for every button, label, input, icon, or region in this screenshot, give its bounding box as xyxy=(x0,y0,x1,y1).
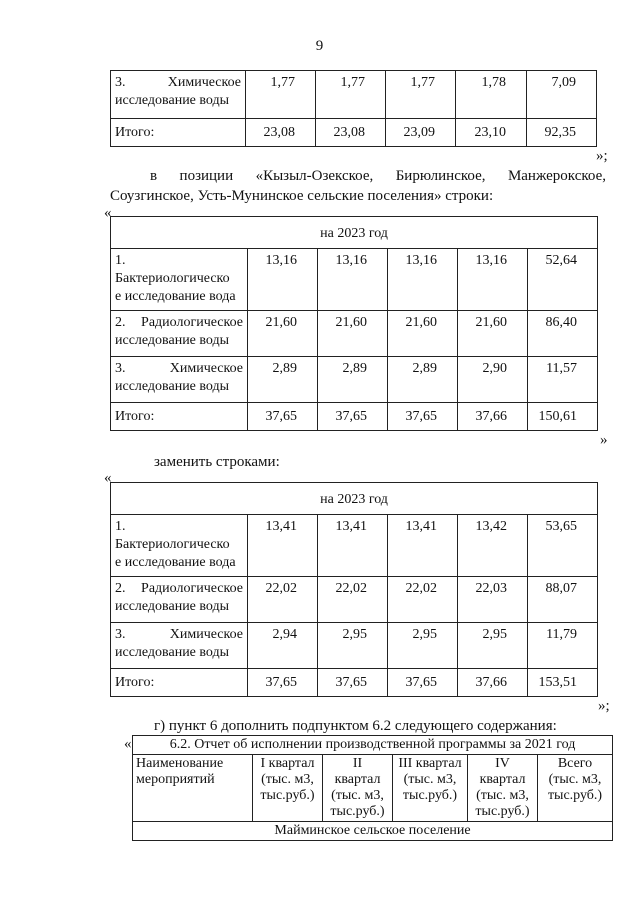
row-label: 1. Бактериологическо е исследование вода xyxy=(111,515,248,577)
row-label: 3. Химическое исследование воды xyxy=(111,357,248,403)
cell: 1,77 xyxy=(246,71,316,119)
row-label: 1. Бактериологическо е исследование вода xyxy=(111,249,248,311)
table-row xyxy=(111,577,598,623)
replace-text: заменить строками: xyxy=(154,454,280,470)
header-cell: Наименование мероприятий xyxy=(133,755,253,822)
cell: 21,60 xyxy=(248,311,318,357)
cell: 11,79 xyxy=(528,623,598,669)
table-row xyxy=(111,403,598,431)
report-table xyxy=(132,735,613,841)
paragraph: г) пункт 6 дополнить подпунктом 6.2 следующего содержания: xyxy=(154,718,557,734)
cell: 86,40 xyxy=(528,311,598,357)
table-row xyxy=(111,515,598,577)
table-row xyxy=(133,736,613,755)
cell: 23,09 xyxy=(386,119,456,147)
row-label: Итого: xyxy=(111,669,248,697)
cell: 53,65 xyxy=(528,515,598,577)
cell: 2,89 xyxy=(318,357,388,403)
table-row xyxy=(111,217,598,249)
header-cell: III квартал (тыс. м3, тыс.руб.) xyxy=(393,755,468,822)
cell: 13,41 xyxy=(318,515,388,577)
cell: 2,95 xyxy=(458,623,528,669)
table-row xyxy=(133,755,613,822)
table-row xyxy=(111,71,597,119)
open-quote: « xyxy=(104,470,112,486)
cell: 23,08 xyxy=(246,119,316,147)
cell: 37,65 xyxy=(388,403,458,431)
table-row xyxy=(111,623,598,669)
cell: 13,41 xyxy=(388,515,458,577)
cell: 22,02 xyxy=(248,577,318,623)
cell: 2,89 xyxy=(248,357,318,403)
header-cell: I квартал (тыс. м3, тыс.руб.) xyxy=(253,755,323,822)
row-label: 3. Химическое исследование воды xyxy=(111,71,246,119)
cell: 21,60 xyxy=(318,311,388,357)
year-header: на 2023 год xyxy=(111,217,598,249)
cell: 1,78 xyxy=(456,71,527,119)
row-label: 3. Химическое исследование воды xyxy=(111,623,248,669)
word: позиции xyxy=(179,168,234,184)
table-old-rows xyxy=(110,216,598,431)
cell: 37,65 xyxy=(318,403,388,431)
cell: 13,42 xyxy=(458,515,528,577)
cell: 2,89 xyxy=(388,357,458,403)
cell: 52,64 xyxy=(528,249,598,311)
open-quote: « xyxy=(124,736,132,752)
close-quote: »; xyxy=(596,148,608,164)
cell: 13,16 xyxy=(318,249,388,311)
cell: 37,65 xyxy=(388,669,458,697)
header-cell: Всего (тыс. м3, тыс.руб.) xyxy=(538,755,613,822)
cell: 2,95 xyxy=(318,623,388,669)
cell: 13,16 xyxy=(248,249,318,311)
cell: 150,61 xyxy=(528,403,598,431)
table-row xyxy=(111,669,598,697)
year-header: на 2023 год xyxy=(111,483,598,515)
cell: 7,09 xyxy=(527,71,597,119)
word: Манжерокское, xyxy=(507,168,606,184)
header-cell: II квартал (тыс. м3, тыс.руб.) xyxy=(323,755,393,822)
row-label: Итого: xyxy=(111,403,248,431)
table-row xyxy=(133,822,613,841)
table-row xyxy=(111,311,598,357)
paragraph-line xyxy=(150,166,606,186)
word: в xyxy=(150,168,158,184)
cell: 2,95 xyxy=(388,623,458,669)
cell: 1,77 xyxy=(386,71,456,119)
cell: 13,16 xyxy=(388,249,458,311)
cell: 13,16 xyxy=(458,249,528,311)
cell: 22,02 xyxy=(388,577,458,623)
page-number: 9 xyxy=(315,38,324,54)
row-label: Итого: xyxy=(111,119,246,147)
close-quote: »; xyxy=(598,698,610,714)
cell: 37,65 xyxy=(318,669,388,697)
table-row xyxy=(111,119,597,147)
open-quote: « xyxy=(104,205,112,221)
cell: 37,66 xyxy=(458,403,528,431)
header-cell: IV квартал (тыс. м3, тыс.руб.) xyxy=(468,755,538,822)
report-title: 6.2. Отчет об исполнении производственной программы за 2021 год xyxy=(133,736,613,755)
word: «Кызыл-Озекское, xyxy=(255,168,374,184)
close-quote: » xyxy=(600,432,608,448)
cell: 21,60 xyxy=(388,311,458,357)
cell: 1,77 xyxy=(316,71,386,119)
cell: 22,02 xyxy=(318,577,388,623)
section-row: Майминское сельское поселение xyxy=(133,822,613,841)
cell: 37,65 xyxy=(248,669,318,697)
table-row xyxy=(111,249,598,311)
word: Бирюлинское, xyxy=(395,168,486,184)
table-row xyxy=(111,483,598,515)
cell: 37,65 xyxy=(248,403,318,431)
cell: 88,07 xyxy=(528,577,598,623)
paragraph-line: Соузгинское, Усть-Мунинское сельские поселения» строки: xyxy=(110,188,494,204)
row-label: 2. Радиологическое исследование воды xyxy=(111,311,248,357)
cell: 22,03 xyxy=(458,577,528,623)
row-label: 2. Радиологическое исследование воды xyxy=(111,577,248,623)
cell: 21,60 xyxy=(458,311,528,357)
cell: 37,66 xyxy=(458,669,528,697)
table-previous-rows xyxy=(110,70,597,147)
cell: 23,08 xyxy=(316,119,386,147)
cell: 13,41 xyxy=(248,515,318,577)
table-new-rows xyxy=(110,482,598,697)
cell: 11,57 xyxy=(528,357,598,403)
cell: 2,90 xyxy=(458,357,528,403)
cell: 92,35 xyxy=(527,119,597,147)
cell: 153,51 xyxy=(528,669,598,697)
cell: 23,10 xyxy=(456,119,527,147)
table-row xyxy=(111,357,598,403)
cell: 2,94 xyxy=(248,623,318,669)
